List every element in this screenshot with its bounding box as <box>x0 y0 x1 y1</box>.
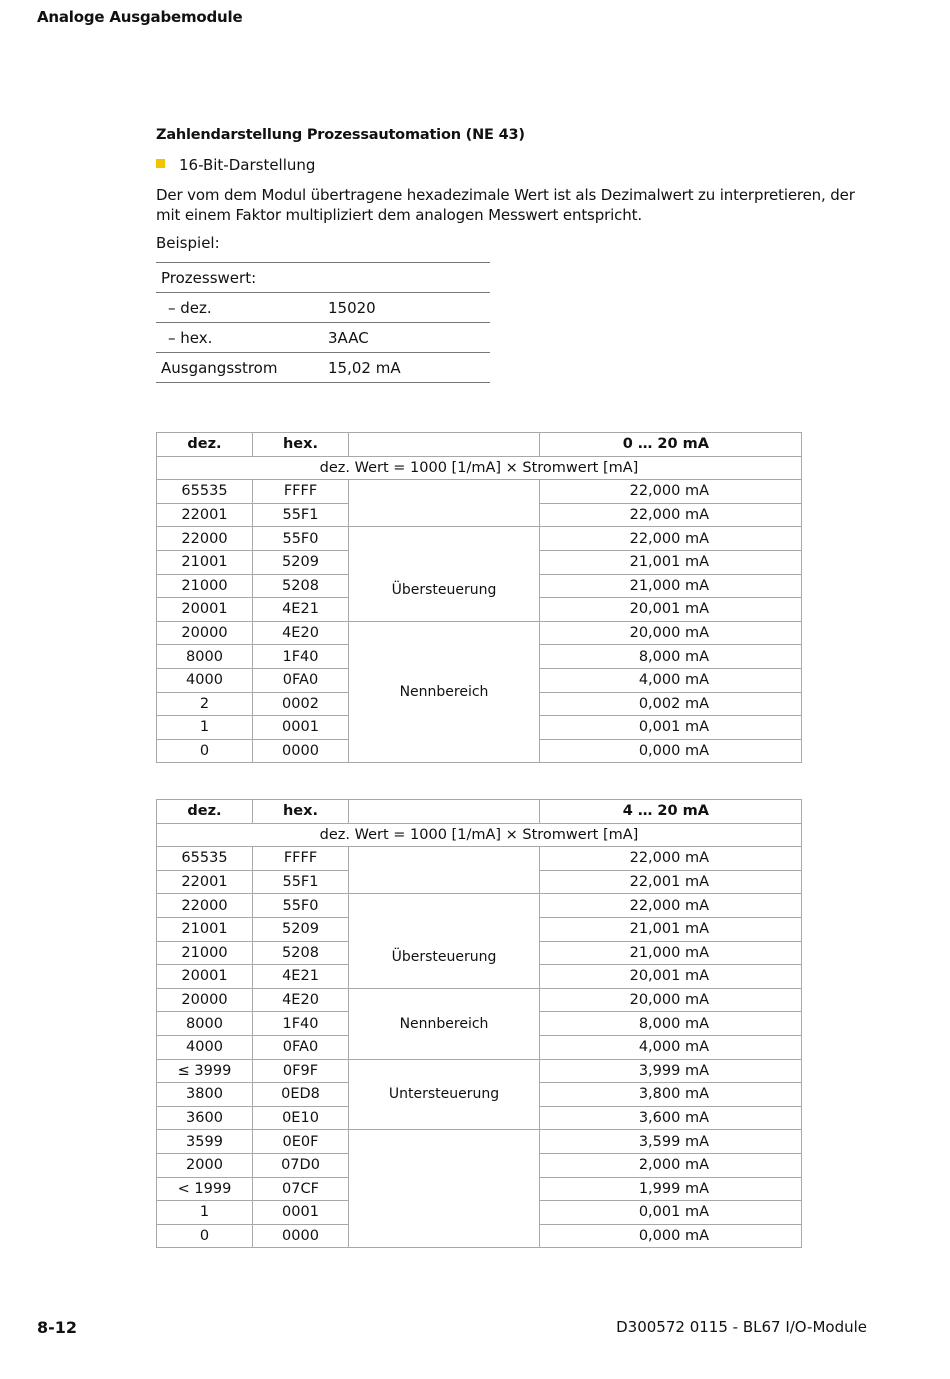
current-cell: 22,000 mA <box>540 527 802 551</box>
current-cell: 22,000 mA <box>540 847 802 871</box>
formula-cell: dez. Wert = 1000 [1/mA] × Stromwert [mA] <box>157 823 802 847</box>
example-label-cell: Ausgangsstrom <box>156 353 328 383</box>
dec-cell: 21001 <box>157 917 253 941</box>
header-current: 4 … 20 mA <box>540 800 802 824</box>
table-row <box>157 1130 802 1154</box>
dec-cell: 2000 <box>157 1153 253 1177</box>
current-cell: 20,000 mA <box>540 621 802 645</box>
hex-cell: 5209 <box>253 550 349 574</box>
example-table <box>156 262 490 383</box>
range-label: Übersteuerung <box>391 949 497 966</box>
dec-cell: 4000 <box>157 668 253 692</box>
hex-cell: 0FA0 <box>253 668 349 692</box>
current-cell: 22,000 mA <box>540 503 802 527</box>
dec-cell: 21001 <box>157 550 253 574</box>
current-cell: 0,001 mA <box>540 716 802 740</box>
table-row <box>157 527 802 551</box>
hex-cell: 5209 <box>253 917 349 941</box>
current-cell: 8,000 mA <box>540 645 802 669</box>
dec-cell: 3599 <box>157 1130 253 1154</box>
hex-cell: 0001 <box>253 716 349 740</box>
document-reference: D300572 0115 - BL67 I/O-Module <box>616 1318 867 1336</box>
table-row <box>157 480 802 504</box>
dec-cell: 4000 <box>157 1035 253 1059</box>
example-value-cell: 15020 <box>328 293 490 323</box>
header-dec: dez. <box>157 800 253 824</box>
current-cell: 3,600 mA <box>540 1106 802 1130</box>
dec-cell: 21000 <box>157 941 253 965</box>
hex-cell: 4E21 <box>253 965 349 989</box>
example-value-cell: 3AAC <box>328 323 490 353</box>
header-dec: dez. <box>157 433 253 457</box>
example-row <box>156 293 490 323</box>
hex-cell: 0ED8 <box>253 1083 349 1107</box>
current-cell: 8,000 mA <box>540 1012 802 1036</box>
dec-cell: 3800 <box>157 1083 253 1107</box>
hex-cell: 0E0F <box>253 1130 349 1154</box>
dec-cell: 21000 <box>157 574 253 598</box>
hex-cell: 4E20 <box>253 988 349 1012</box>
hex-cell: 55F0 <box>253 894 349 918</box>
dec-cell: 65535 <box>157 480 253 504</box>
hex-cell: 55F0 <box>253 527 349 551</box>
current-cell: 22,001 mA <box>540 870 802 894</box>
hex-cell: FFFF <box>253 847 349 871</box>
example-label: Beispiel: <box>156 234 220 252</box>
dec-cell: 22000 <box>157 527 253 551</box>
hex-cell: 55F1 <box>253 503 349 527</box>
header-hex: hex. <box>253 433 349 457</box>
current-cell: 20,000 mA <box>540 988 802 1012</box>
hex-cell: 4E21 <box>253 598 349 622</box>
dec-cell: 1 <box>157 716 253 740</box>
dec-cell: 20001 <box>157 965 253 989</box>
header-range <box>349 800 540 824</box>
current-cell: 21,001 mA <box>540 917 802 941</box>
hex-cell: 0000 <box>253 739 349 763</box>
dec-cell: 0 <box>157 1224 253 1248</box>
range-cell-empty <box>349 1130 540 1248</box>
current-cell: 21,001 mA <box>540 550 802 574</box>
formula-row <box>157 456 802 480</box>
dec-cell: 2 <box>157 692 253 716</box>
range-cell-empty <box>349 480 540 527</box>
dec-cell: 22001 <box>157 503 253 527</box>
running-header: Analoge Ausgabemodule <box>37 8 243 26</box>
hex-cell: 4E20 <box>253 621 349 645</box>
hex-cell: 1F40 <box>253 645 349 669</box>
table-0-20-ma <box>156 432 802 763</box>
current-cell: 3,800 mA <box>540 1083 802 1107</box>
current-cell: 21,000 mA <box>540 574 802 598</box>
dec-cell: 8000 <box>157 645 253 669</box>
header-range <box>349 433 540 457</box>
dec-cell: 20001 <box>157 598 253 622</box>
current-cell: 1,999 mA <box>540 1177 802 1201</box>
hex-cell: 5208 <box>253 941 349 965</box>
hex-cell: 07D0 <box>253 1153 349 1177</box>
example-row <box>156 323 490 353</box>
bullet-item <box>156 156 315 174</box>
current-cell: 20,001 mA <box>540 598 802 622</box>
hex-cell: 0E10 <box>253 1106 349 1130</box>
page-number: 8-12 <box>37 1318 78 1337</box>
example-label-cell: – hex. <box>156 323 328 353</box>
section-title: Zahlendarstellung Prozessautomation (NE 43) <box>156 127 525 143</box>
hex-cell: 1F40 <box>253 1012 349 1036</box>
description-paragraph: Der vom dem Modul übertragene hexadezimale Wert ist als Dezimalwert zu interpretieren, der mit einem Faktor multipliziert dem analogen Messwert entspricht. <box>156 186 855 224</box>
formula-row <box>157 823 802 847</box>
dec-cell: 8000 <box>157 1012 253 1036</box>
dec-cell: 65535 <box>157 847 253 871</box>
hex-cell: 0000 <box>253 1224 349 1248</box>
example-value-cell: 15,02 mA <box>328 353 490 383</box>
formula-cell: dez. Wert = 1000 [1/mA] × Stromwert [mA] <box>157 456 802 480</box>
header-current: 0 … 20 mA <box>540 433 802 457</box>
table-row <box>157 847 802 871</box>
square-bullet-icon <box>156 159 165 168</box>
example-label-cell: Prozesswert: <box>156 263 328 293</box>
table-header-row <box>157 800 802 824</box>
table-row <box>157 894 802 918</box>
range-cell-nominal: Nennbereich <box>349 621 540 763</box>
hex-cell: 0F9F <box>253 1059 349 1083</box>
dec-cell: 20000 <box>157 988 253 1012</box>
example-row <box>156 263 490 293</box>
range-cell-under: Untersteuerung <box>349 1059 540 1130</box>
current-cell: 20,001 mA <box>540 965 802 989</box>
table-4-20-ma <box>156 799 802 1248</box>
current-cell: 3,599 mA <box>540 1130 802 1154</box>
current-cell: 0,001 mA <box>540 1201 802 1225</box>
header-hex: hex. <box>253 800 349 824</box>
current-cell: 4,000 mA <box>540 668 802 692</box>
range-cell-over <box>349 894 540 988</box>
table-row <box>157 1059 802 1083</box>
dec-cell: 3600 <box>157 1106 253 1130</box>
current-cell: 22,000 mA <box>540 480 802 504</box>
current-cell: 0,000 mA <box>540 739 802 763</box>
hex-cell: 0FA0 <box>253 1035 349 1059</box>
current-cell: 0,002 mA <box>540 692 802 716</box>
example-value-cell <box>328 263 490 293</box>
range-cell-over <box>349 527 540 621</box>
dec-cell: 20000 <box>157 621 253 645</box>
hex-cell: 55F1 <box>253 870 349 894</box>
hex-cell: FFFF <box>253 480 349 504</box>
example-row <box>156 353 490 383</box>
example-label-cell: – dez. <box>156 293 328 323</box>
table-row <box>157 621 802 645</box>
dec-cell: 22000 <box>157 894 253 918</box>
dec-cell: < 1999 <box>157 1177 253 1201</box>
current-cell: 2,000 mA <box>540 1153 802 1177</box>
current-cell: 21,000 mA <box>540 941 802 965</box>
dec-cell: 1 <box>157 1201 253 1225</box>
range-label: Übersteuerung <box>391 582 497 599</box>
current-cell: 3,999 mA <box>540 1059 802 1083</box>
table-header-row <box>157 433 802 457</box>
hex-cell: 0001 <box>253 1201 349 1225</box>
current-cell: 4,000 mA <box>540 1035 802 1059</box>
dec-cell: ≤ 3999 <box>157 1059 253 1083</box>
hex-cell: 0002 <box>253 692 349 716</box>
range-cell-empty <box>349 847 540 894</box>
table-row <box>157 988 802 1012</box>
current-cell: 0,000 mA <box>540 1224 802 1248</box>
bullet-text: 16-Bit-Darstellung <box>179 156 316 174</box>
range-cell-nominal: Nennbereich <box>349 988 540 1059</box>
dec-cell: 22001 <box>157 870 253 894</box>
dec-cell: 0 <box>157 739 253 763</box>
current-cell: 22,000 mA <box>540 894 802 918</box>
hex-cell: 07CF <box>253 1177 349 1201</box>
hex-cell: 5208 <box>253 574 349 598</box>
